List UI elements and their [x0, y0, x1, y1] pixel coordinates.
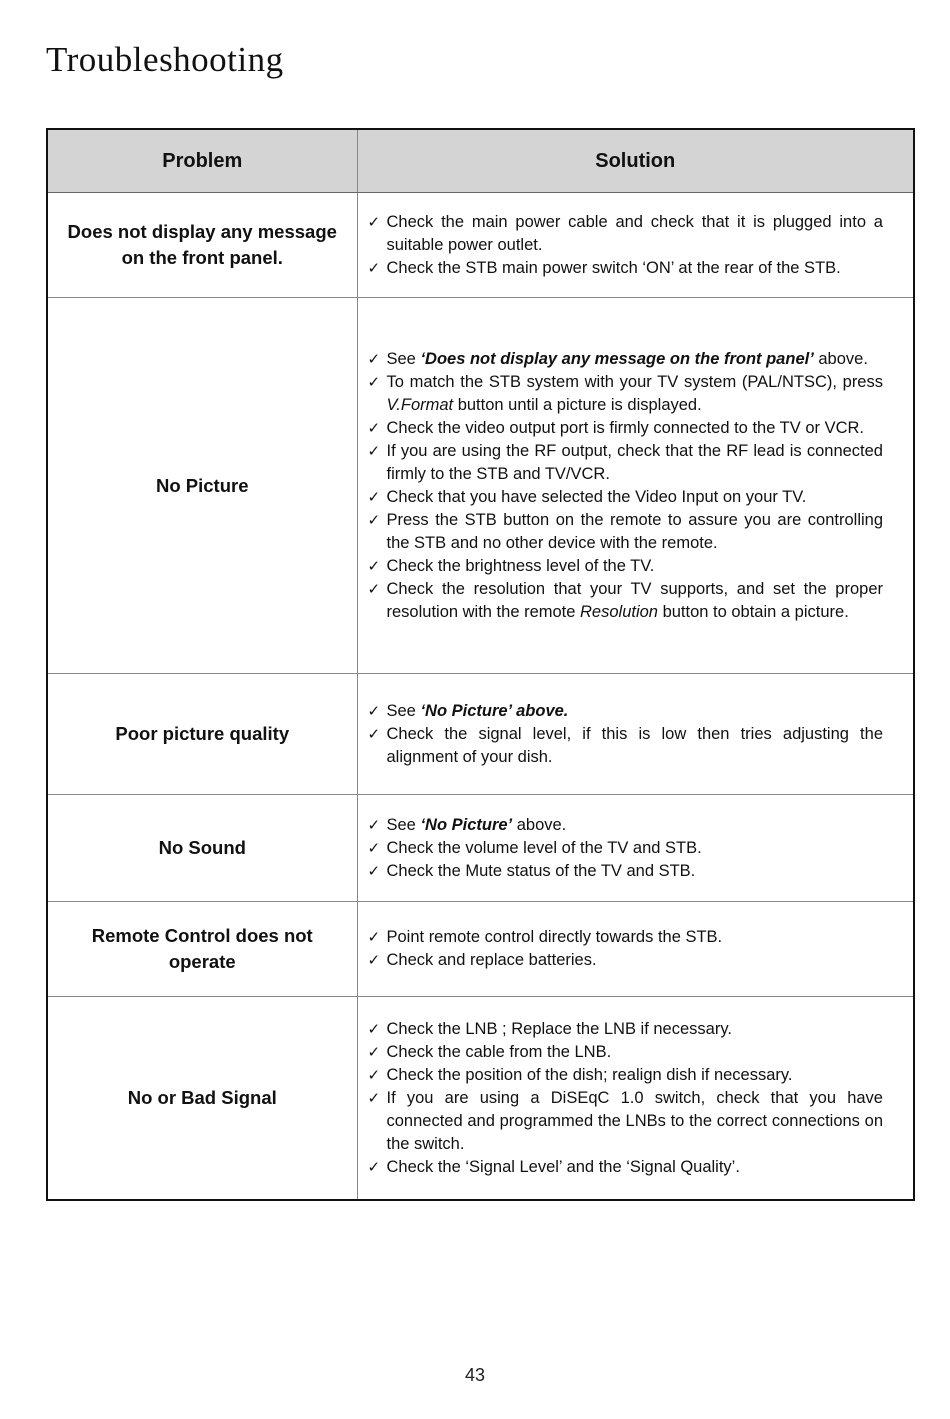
solution-text: If you are using a DiSEqC 1.0 switch, check that you have connected and programmed the LNBs to the correct connections on the switch. [386, 1088, 883, 1153]
check-icon: ✓ [367, 929, 381, 946]
solution-item [368, 371, 884, 417]
check-icon: ✓ [367, 213, 381, 231]
solution-item [368, 837, 884, 860]
table-row [47, 902, 914, 997]
check-icon: ✓ [367, 1020, 381, 1038]
solution-text: Check the position of the dish; realign dish if necessary. [386, 1065, 793, 1084]
check-icon: ✓ [367, 862, 381, 880]
solution-cell [357, 902, 914, 997]
solution-text: Check that you have selected the Video Input on your TV. [386, 487, 807, 506]
solution-list [368, 926, 884, 972]
solution-item [368, 1018, 884, 1041]
solution-list [368, 211, 884, 280]
solution-item [368, 1156, 884, 1179]
solution-cell [357, 674, 914, 795]
check-icon: ✓ [367, 839, 381, 857]
check-icon: ✓ [367, 1158, 381, 1176]
table-row [47, 298, 914, 674]
table-row [47, 674, 914, 795]
solution-item [368, 814, 884, 837]
solution-text: See [386, 701, 421, 720]
table-header-row [47, 129, 914, 193]
solution-text: Check the ‘Signal Level’ and the ‘Signal Quality’. [386, 1157, 740, 1176]
solution-text: Check the resolution that your TV supports, and set the proper resolution with the remote [386, 579, 883, 621]
solution-item [368, 509, 884, 555]
check-icon: ✓ [367, 350, 381, 368]
solution-item [368, 926, 884, 949]
solution-text: ‘Does not display any message on the front panel’ [420, 349, 814, 368]
solution-text: Check the STB main power switch ‘ON’ at the rear of the STB. [386, 258, 841, 277]
check-icon: ✓ [367, 702, 381, 720]
solution-text: button until a picture is displayed. [453, 395, 702, 414]
troubleshooting-table [46, 128, 915, 1201]
check-icon: ✓ [367, 816, 381, 834]
check-icon: ✓ [367, 442, 381, 460]
check-icon: ✓ [367, 259, 381, 277]
check-icon: ✓ [367, 419, 381, 437]
solution-item [368, 700, 884, 723]
solution-text: Check the Mute status of the TV and STB. [386, 861, 696, 880]
problem-cell: Poor picture quality [47, 674, 357, 795]
solution-item [368, 723, 884, 769]
check-icon: ✓ [367, 952, 381, 969]
table-row [47, 193, 914, 298]
check-icon: ✓ [367, 580, 381, 598]
solution-item [368, 417, 884, 440]
check-icon: ✓ [367, 488, 381, 506]
solution-item [368, 949, 884, 972]
solution-item [368, 1064, 884, 1087]
solution-text: Point remote control directly towards the STB. [386, 928, 723, 946]
page-number: 43 [464, 1365, 486, 1385]
problem-cell: No Picture [47, 298, 357, 674]
solution-text: Check and replace batteries. [386, 951, 597, 969]
table-row [47, 795, 914, 902]
solution-cell [357, 298, 914, 674]
solution-list [368, 348, 884, 624]
solution-text: V.Format [386, 395, 454, 414]
check-icon: ✓ [367, 557, 381, 575]
problem-column-header: Problem [47, 129, 357, 193]
solution-item [368, 257, 884, 280]
solution-cell [357, 795, 914, 902]
solution-text: Check the brightness level of the TV. [386, 556, 655, 575]
solution-text: Check the cable from the LNB. [386, 1042, 612, 1061]
solution-text: Check the main power cable and check that it is plugged into a suitable power outlet. [386, 212, 883, 254]
solution-text: ‘No Picture’ above. [420, 701, 569, 720]
check-icon: ✓ [367, 373, 381, 391]
solution-item [368, 1087, 884, 1156]
problem-cell: Remote Control does not operate [47, 902, 357, 997]
solution-item [368, 440, 884, 486]
solution-list [368, 814, 884, 883]
solution-item [368, 486, 884, 509]
solution-item [368, 348, 884, 371]
solution-text: See [386, 815, 421, 834]
check-icon: ✓ [367, 1089, 381, 1107]
solution-text: button to obtain a picture. [657, 602, 849, 621]
solution-text: Press the STB button on the remote to assure you are controlling the STB and no other device with the remote. [386, 510, 883, 552]
solution-text: If you are using the RF output, check that the RF lead is connected firmly to the STB and TV/VCR. [386, 441, 883, 483]
solution-cell [357, 193, 914, 298]
solution-text: See [386, 349, 421, 368]
check-icon: ✓ [367, 1043, 381, 1061]
solution-text: above. [512, 815, 567, 834]
solution-column-header: Solution [357, 129, 914, 193]
solution-list [368, 700, 884, 769]
solution-item [368, 578, 884, 624]
problem-cell: Does not display any message on the front panel. [47, 193, 357, 298]
solution-text: Check the signal level, if this is low then tries adjusting the alignment of your dish. [386, 724, 883, 766]
solution-item [368, 860, 884, 883]
solution-text: To match the STB system with your TV system (PAL/NTSC), press [386, 372, 883, 391]
check-icon: ✓ [367, 1066, 381, 1084]
check-icon: ✓ [367, 511, 381, 529]
solution-item [368, 1041, 884, 1064]
solution-item [368, 211, 884, 257]
problem-cell: No or Bad Signal [47, 997, 357, 1201]
solution-text: Check the video output port is firmly connected to the TV or VCR. [386, 418, 865, 437]
solution-text: Check the volume level of the TV and STB. [386, 838, 702, 857]
problem-cell: No Sound [47, 795, 357, 902]
table-row [47, 997, 914, 1201]
solution-cell [357, 997, 914, 1201]
solution-item [368, 555, 884, 578]
solution-text: ‘No Picture’ [420, 815, 513, 834]
solution-text: Check the LNB ; Replace the LNB if necessary. [386, 1019, 732, 1038]
solution-text: Resolution [580, 602, 658, 621]
solution-text: above. [813, 349, 868, 368]
solution-list [368, 1018, 884, 1179]
check-icon: ✓ [367, 725, 381, 743]
page-title: Troubleshooting [46, 40, 284, 79]
